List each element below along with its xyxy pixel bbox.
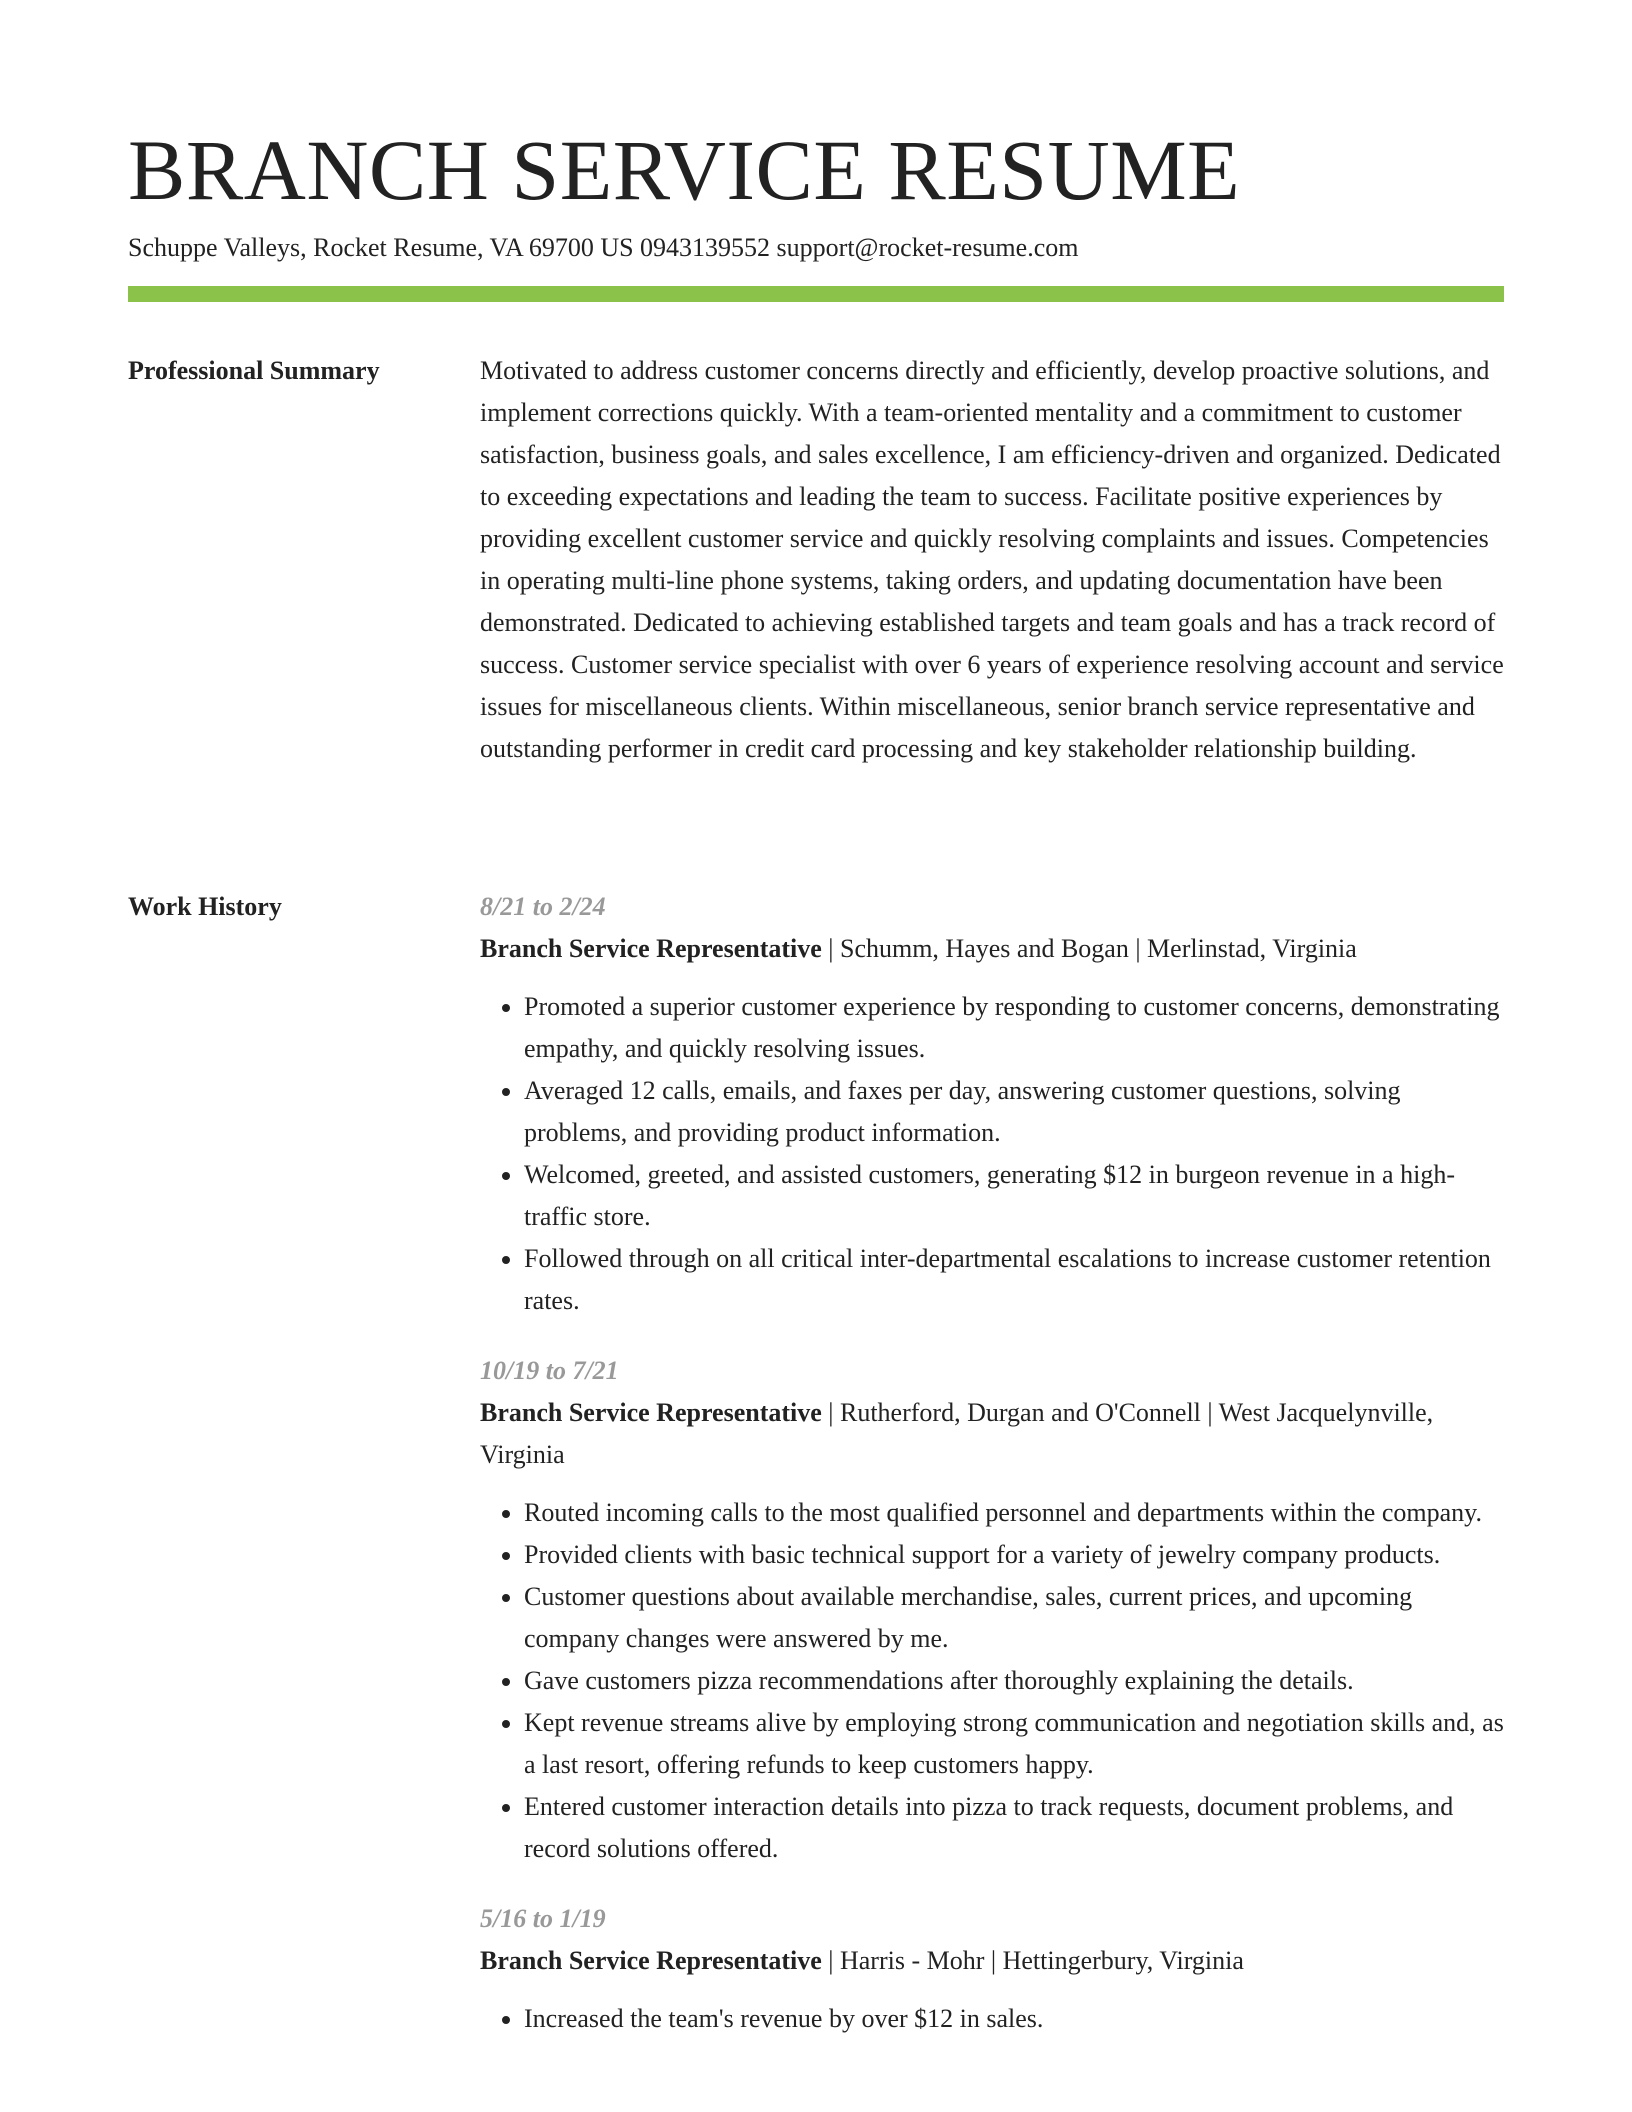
contact-info: Schuppe Valleys, Rocket Resume, VA 69700 US 0943139552 support@rocket-resume.com	[128, 233, 1079, 262]
job-details: | Harris - Mohr | Hettingerbury, Virginia	[821, 1946, 1244, 1975]
job-bullet-list	[480, 1492, 1504, 1870]
job-bullet: • Averaged 12 calls, emails, and faxes per day, answering customer questions, solving problems, and providing product information.	[524, 1070, 1504, 1154]
job-bullet: • Kept revenue streams alive by employing strong communication and negotiation skills and, as a last resort, offering refunds to keep customers happy.	[524, 1702, 1504, 1786]
job-bullet: • Provided clients with basic technical support for a variety of jewelry company products.	[524, 1534, 1504, 1576]
job-bullet: • Gave customers pizza recommendations after thoroughly explaining the details.	[524, 1660, 1504, 1702]
job-dates: 10/19 to 7/21	[480, 1356, 619, 1385]
job-heading	[480, 928, 1504, 970]
job-dates: 8/21 to 2/24	[480, 892, 606, 921]
job-bullet: • Increased the team's revenue by over $12 in sales.	[524, 1998, 1504, 2040]
section-label-summary: Professional Summary	[128, 356, 380, 385]
job-title: Branch Service Representative	[480, 934, 822, 963]
job-title: Branch Service Representative	[480, 1946, 822, 1975]
resume-title: BRANCH SERVICE RESUME	[128, 122, 1241, 218]
job-dates: 5/16 to 1/19	[480, 1904, 606, 1933]
job-entry	[480, 886, 1504, 1322]
job-details: | Schumm, Hayes and Bogan | Merlinstad, Virginia	[821, 934, 1357, 963]
job-bullet: • Routed incoming calls to the most qualified personnel and departments within the company.	[524, 1492, 1504, 1534]
job-entry	[480, 1898, 1504, 2040]
header-divider	[128, 286, 1504, 302]
job-details: | Rutherford, Durgan and O'Connell | West Jacquelynville, Virginia	[480, 1398, 1434, 1469]
job-bullet: • Entered customer interaction details into pizza to track requests, document problems, and record solutions offered.	[524, 1786, 1504, 1870]
summary-text: Motivated to address customer concerns directly and efficiently, develop proactive solutions, and implement corrections quickly. With a team-oriented mentality and a commitment to customer satisfaction, business goals, and sales excellence, I am efficiency-driven and organized. Dedicated to exceeding expectations and leading the team to success. Facilitate positive experiences by providing excellent customer service and quickly resolving complaints and issues. Competencies in operating multi-line phone systems, taking orders, and updating documentation have been demonstrated. Dedicated to achieving established targets and team goals and has a track record of success. Customer service specialist with over 6 years of experience resolving account and service issues for miscellaneous clients. Within miscellaneous, senior branch service representative and outstanding performer in credit card processing and key stakeholder relationship building.	[480, 356, 1504, 763]
job-bullet: • Welcomed, greeted, and assisted customers, generating $12 in burgeon revenue in a high-traffic store.	[524, 1154, 1504, 1238]
summary-section	[480, 350, 1504, 770]
job-bullet: • Followed through on all critical inter-departmental escalations to increase customer retention rates.	[524, 1238, 1504, 1322]
job-heading	[480, 1940, 1504, 1982]
job-bullet: • Promoted a superior customer experience by responding to customer concerns, demonstrating empathy, and quickly resolving issues.	[524, 986, 1504, 1070]
job-bullet: • Customer questions about available merchandise, sales, current prices, and upcoming company changes were answered by me.	[524, 1576, 1504, 1660]
section-label-work-history: Work History	[128, 892, 282, 921]
job-entry	[480, 1350, 1504, 1870]
work-history-section	[480, 886, 1504, 2068]
job-title: Branch Service Representative	[480, 1398, 822, 1427]
job-bullet-list	[480, 1998, 1504, 2040]
job-bullet-list	[480, 986, 1504, 1322]
job-heading	[480, 1392, 1504, 1476]
